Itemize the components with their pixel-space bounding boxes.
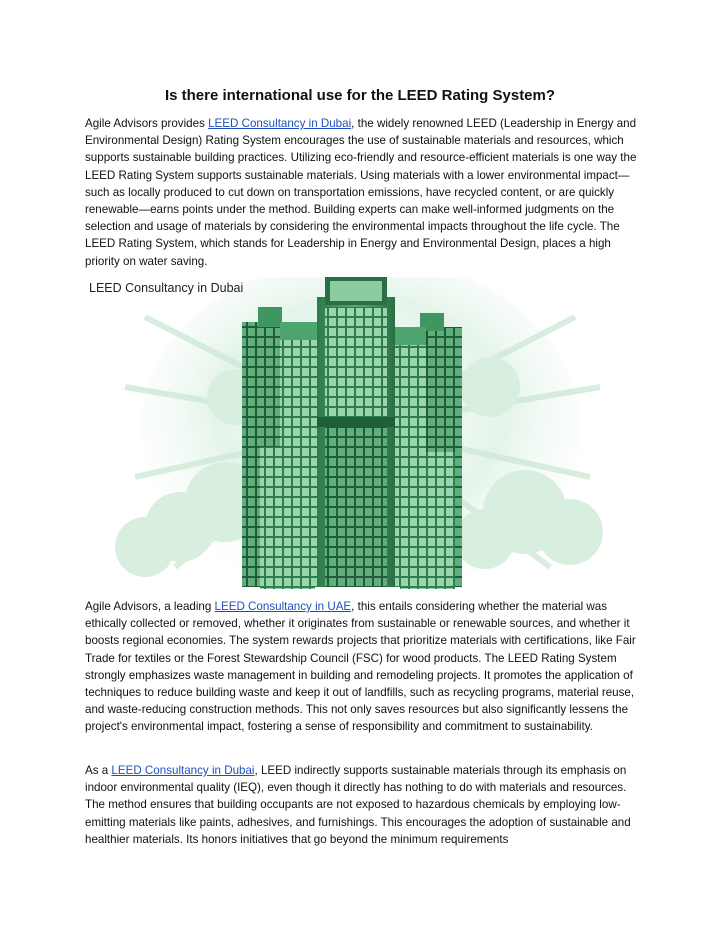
figure-caption: LEED Consultancy in Dubai [89, 281, 244, 295]
paragraph-3 [85, 762, 637, 848]
paragraph-3-lead: As a [85, 764, 112, 777]
building-illustration [85, 277, 637, 589]
paragraph-2 [85, 598, 637, 736]
leed-uae-link[interactable]: LEED Consultancy in UAE [214, 600, 352, 613]
paragraph-2-body: , this entails considering whether the material was ethically collected or removed, whether it originates from sustainable or renewable sources, and whether it boosts regional economies. The system rewards projects that prioritize materials with certifications, like Fair Trade for textiles or the Forest Stewardship Council (FSC) for wood products. The LEED Rating System strongly emphasizes waste management in building and remodeling projects. It promotes the application of techniques to reduce building waste and keep it out of landfills, such as recycling programs, material reuse, and waste-reducing construction methods. This not only saves resources but also significantly lessens the project's environmental impact, fostering a sense of responsibility and commitment to sustainability. [85, 600, 636, 734]
paragraph-1 [85, 115, 637, 270]
paragraph-1-lead: Agile Advisors provides [85, 117, 209, 130]
green-skyscraper-illustration [85, 277, 637, 589]
paragraph-1-body: , the widely renowned LEED (Leadership in Energy and Environmental Design) Rating System encourages the use of sustainable materials and resources, which supports sustainable building practices. Utilizing eco-friendly and resource-efficient materials is one way the LEED Rating System supports sustainable materials. Using materials with a lower environmental impact—such as locally produced to cut down on transportation emissions, have recycled content, or are quickly renewable—earns points under the method. Building experts can make well-informed judgments on the selection and usage of materials by considering the environmental impacts throughout the life cycle. The LEED Rating System, which stands for Leadership in Energy and Environmental Design, places a high priority on water saving. [85, 117, 637, 268]
page-title: Is there international use for the LEED Rating System? [164, 87, 556, 104]
paragraph-2-lead: Agile Advisors, a leading [85, 600, 215, 613]
paragraph-3-body: , LEED indirectly supports sustainable materials through its emphasis on indoor environmental quality (IEQ), even though it directly has nothing to do with materials and resources. The method ensures that building occupants are not exposed to hazardous chemicals by employing low-emitting materials like paints, adhesives, and furnishings. This encourages the adoption of sustainable and healthier materials. Its honors initiatives that go beyond the minimum requirements [85, 764, 631, 846]
leed-dubai-link-2[interactable]: LEED Consultancy in Dubai [111, 764, 255, 777]
leed-dubai-link-1[interactable]: LEED Consultancy in Dubai [208, 117, 352, 130]
